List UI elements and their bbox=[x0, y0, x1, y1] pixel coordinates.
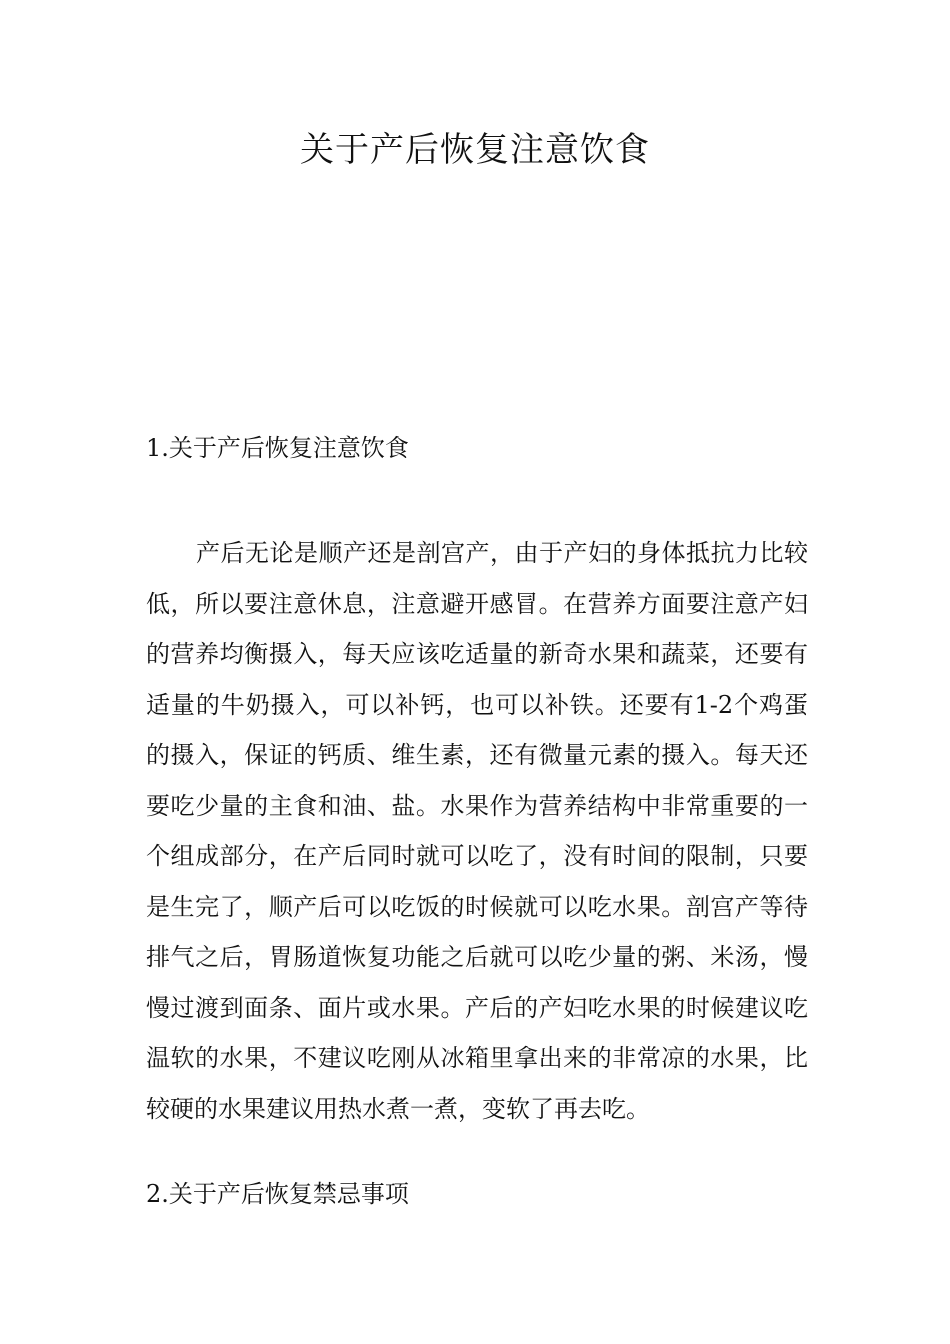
section-1-paragraph: 产后无论是顺产还是剖宫产，由于产妇的身体抵抗力比较低，所以要注意休息，注意避开感冒。在营养方面要注意产妇的营养均衡摄入，每天应该吃适量的新奇水果和蔬菜，还要有适量的牛奶摄入，可以补钙，也可以补铁。还要有1-2个鸡蛋的摄入，保证的钙质、维生素，还有微量元素的摄入。每天还要吃少量的主食和油、盐。水果作为营养结构中非常重要的一个组成部分，在产后同时就可以吃了，没有时间的限制，只要是生完了，顺产后可以吃饭的时候就可以吃水果。剖宫产等待排气之后，胃肠道恢复功能之后就可以吃少量的粥、米汤，慢慢过渡到面条、面片或水果。产后的产妇吃水果的时候建议吃温软的水果，不建议吃刚从冰箱里拿出来的非常凉的水果，比较硬的水果建议用热水煮一煮，变软了再去吃。 bbox=[146, 539, 808, 1123]
section-heading-1: 1.关于产后恢复注意饮食 bbox=[146, 434, 409, 462]
section-heading-2: 2.关于产后恢复禁忌事项 bbox=[146, 1180, 409, 1208]
document-title: 关于产后恢复注意饮食 bbox=[300, 130, 650, 170]
